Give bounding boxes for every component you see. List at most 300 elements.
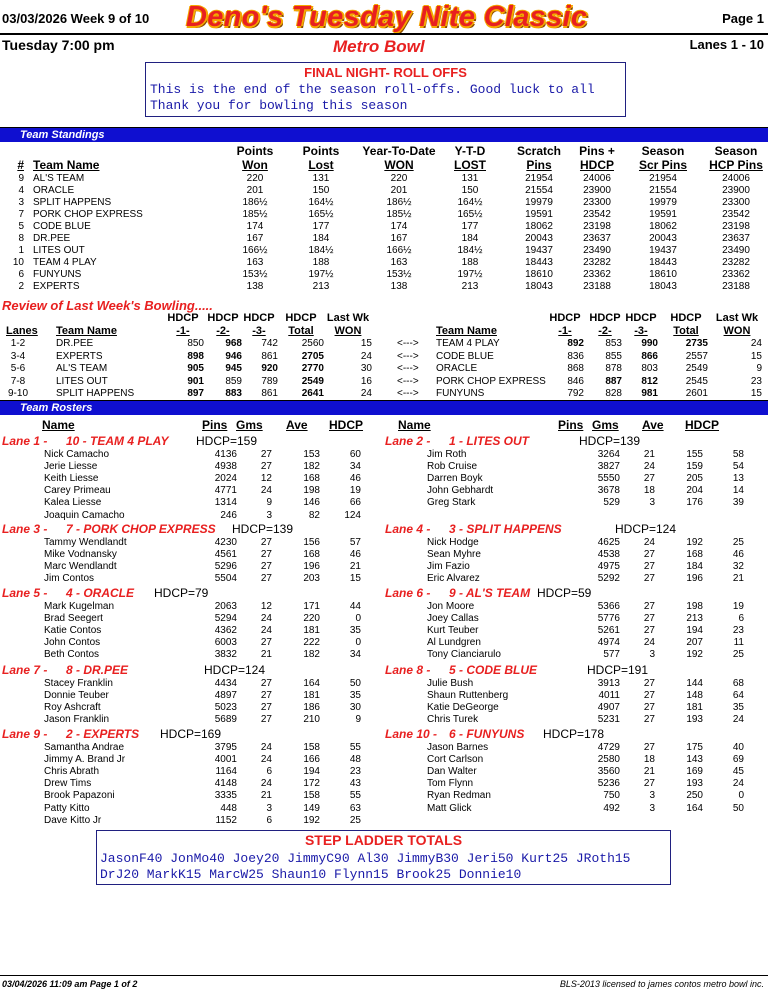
- roster-header: Pins: [202, 418, 228, 432]
- review-team-right: TEAM 4 PLAY: [436, 338, 500, 349]
- review-score-left: 30: [360, 363, 372, 374]
- standings-section-bar: [0, 127, 768, 142]
- review-team-left: LITES OUT: [56, 375, 108, 387]
- roster-player-gms: 3: [649, 802, 655, 814]
- roster-player-gms: 24: [260, 742, 272, 753]
- roster-player-name: Eric Alvarez: [427, 573, 480, 585]
- roster-player-gms: 24: [643, 461, 655, 473]
- roster-player-pins: 5023: [214, 702, 237, 714]
- standings-cell: 150: [312, 185, 330, 196]
- standings-header: WON: [384, 158, 414, 172]
- standings-cell: 201: [390, 185, 408, 196]
- review-score-right: 846: [567, 375, 584, 387]
- standings-header-top: Points: [302, 144, 340, 158]
- notice-line-2: Thank you for bowling this season: [150, 98, 408, 113]
- roster-lane: Lane 3 -: [2, 522, 48, 536]
- roster-player-name: Brook Papazoni: [44, 790, 115, 802]
- roster-header: Gms: [592, 418, 619, 432]
- roster-player-gms: 24: [643, 637, 655, 649]
- standings-cell: 23637: [722, 233, 750, 244]
- roster-team: 8 - DR.PEE: [66, 663, 129, 677]
- roster-player-name: Roy Ashcraft: [44, 702, 101, 714]
- roster-player-pins: 5231: [597, 714, 620, 726]
- standings-cell: 23198: [583, 221, 611, 232]
- roster-player-hdcp: 35: [349, 690, 361, 702]
- roster-player-hdcp: 0: [355, 637, 361, 649]
- review-score-left: 901: [187, 375, 204, 387]
- roster-player-name: Drew Tims: [44, 778, 92, 790]
- standings-header: #: [17, 158, 24, 172]
- roster-player-hdcp: 13: [732, 473, 744, 485]
- roster-player-hdcp: 21: [349, 561, 361, 573]
- roster-player-hdcp: 55: [349, 742, 361, 753]
- standings-cell: 23362: [583, 269, 611, 280]
- roster-player-gms: 27: [260, 690, 272, 702]
- review-header: -2-: [216, 325, 230, 337]
- review-score-right: 853: [605, 338, 622, 349]
- roster-player-ave: 156: [303, 537, 320, 548]
- roster-player-gms: 21: [260, 649, 272, 661]
- roster-player-gms: 9: [266, 497, 272, 509]
- roster-player-pins: 5689: [214, 714, 237, 726]
- review-score-right: 792: [567, 388, 584, 399]
- standings-cell: 186½: [386, 197, 412, 208]
- review-arrow: <--->: [397, 363, 419, 374]
- review-header: WON: [723, 325, 751, 337]
- review-header: Total: [673, 325, 699, 337]
- roster-player-name: Darren Boyk: [427, 473, 483, 485]
- review-score-right: 990: [641, 338, 658, 349]
- roster-player-gms: 12: [260, 601, 272, 612]
- roster-player-name: Matt Glick: [427, 802, 472, 814]
- roster-player-hdcp: 30: [349, 702, 361, 714]
- review-title: Review of Last Week's Bowling.....: [2, 298, 213, 313]
- roster-player-pins: 4625: [597, 537, 620, 548]
- standings-cell: 201: [246, 185, 264, 196]
- review-team-right: FUNYUNS: [436, 388, 485, 399]
- standings-cell: 188: [312, 257, 330, 268]
- roster-player-ave: 182: [303, 649, 320, 661]
- standings-cell: 165½: [308, 209, 334, 220]
- standings-cell: 23188: [722, 281, 750, 292]
- standings-cell: 184: [461, 233, 479, 244]
- roster-team: 3 - SPLIT HAPPENS: [449, 522, 562, 536]
- standings-section-title: Team Standings: [20, 129, 105, 141]
- roster-player-ave: 164: [303, 678, 320, 689]
- roster-player-hdcp: 44: [349, 601, 361, 612]
- review-lanes: 7-8: [10, 375, 26, 387]
- standings-cell: 18610: [649, 269, 677, 280]
- standings-cell: 10: [12, 257, 24, 268]
- review-score-right: 981: [641, 388, 658, 399]
- roster-player-ave: 182: [303, 461, 320, 473]
- roster-player-hdcp: 54: [732, 461, 744, 473]
- review-score-left: 742: [261, 338, 278, 349]
- roster-player-name: Nick Hodge: [427, 537, 479, 548]
- standings-cell: 165½: [457, 209, 483, 220]
- standings-cell: 131: [312, 173, 330, 184]
- standings-cell: 213: [312, 281, 330, 292]
- roster-player-name: Jason Franklin: [44, 714, 110, 726]
- standings-cell: PORK CHOP EXPRESS: [33, 209, 143, 220]
- review-score-left: 2770: [301, 363, 324, 374]
- standings-cell: 184½: [457, 245, 483, 256]
- roster-player-name: Kurt Teuber: [427, 625, 479, 637]
- review-score-left: 2560: [301, 338, 324, 349]
- roster-player-ave: 168: [686, 549, 703, 561]
- roster-player-gms: 27: [260, 537, 272, 548]
- review-team-right: PORK CHOP EXPRESS: [436, 375, 546, 387]
- roster-player-ave: 250: [686, 790, 703, 802]
- roster-player-ave: 193: [686, 778, 703, 790]
- standings-cell: 2: [18, 281, 24, 292]
- roster-lane: Lane 10 -: [385, 727, 438, 741]
- standings-cell: 1: [18, 245, 24, 256]
- roster-player-pins: 1164: [215, 766, 237, 778]
- roster-player-hdcp: 39: [732, 497, 744, 509]
- roster-player-name: Al Lundgren: [427, 637, 481, 649]
- standings-cell: 174: [390, 221, 408, 232]
- roster-player-pins: 529: [603, 497, 620, 509]
- review-team-left: DR.PEE: [56, 338, 94, 349]
- standings-cell: ORACLE: [33, 185, 75, 196]
- roster-team: 10 - TEAM 4 PLAY: [66, 434, 169, 448]
- roster-player-ave: 203: [303, 573, 320, 585]
- review-score-right: 2735: [685, 338, 708, 349]
- roster-player-name: Jim Fazio: [427, 561, 470, 573]
- roster-player-ave: 166: [303, 754, 320, 766]
- roster-team: 5 - CODE BLUE: [449, 663, 538, 677]
- review-score-left: 861: [261, 350, 278, 362]
- standings-cell: 18062: [649, 221, 677, 232]
- roster-player-hdcp: 0: [355, 613, 361, 625]
- standings-cell: 131: [461, 173, 479, 184]
- roster-player-gms: 12: [260, 473, 272, 485]
- standings-cell: 23490: [722, 245, 750, 256]
- review-score-right: 828: [605, 388, 622, 399]
- roster-player-hdcp: 25: [732, 649, 744, 661]
- roster-player-gms: 27: [643, 601, 655, 612]
- roster-player-hdcp: 24: [732, 714, 744, 726]
- roster-player-ave: 149: [303, 802, 320, 814]
- roster-team: 4 - ORACLE: [66, 586, 135, 600]
- roster-player-hdcp: 48: [349, 754, 361, 766]
- review-arrow: <--->: [397, 350, 419, 362]
- roster-player-ave: 146: [303, 497, 320, 509]
- roster-player-name: Cort Carlson: [427, 754, 484, 766]
- standings-cell: 138: [246, 281, 264, 292]
- standings-cell: 23542: [722, 209, 750, 220]
- standings-cell: 24006: [722, 173, 750, 184]
- roster-player-ave: 213: [686, 613, 703, 625]
- roster-player-pins: 448: [220, 802, 237, 814]
- roster-player-name: Jimmy A. Brand Jr: [44, 754, 126, 766]
- review-header-top: HDCP: [625, 312, 657, 324]
- roster-player-pins: 246: [220, 509, 237, 521]
- roster-player-hdcp: 35: [349, 625, 361, 637]
- standings-cell: 184½: [308, 245, 334, 256]
- standings-cell: 20043: [649, 233, 677, 244]
- roster-player-gms: 27: [260, 449, 272, 460]
- roster-player-hdcp: 57: [349, 537, 361, 548]
- roster-player-pins: 3678: [597, 485, 620, 497]
- standings-cell: 21554: [649, 185, 677, 196]
- roster-player-name: Jerie Liesse: [44, 461, 98, 473]
- roster-player-ave: 158: [303, 790, 320, 802]
- standings-cell: 23900: [722, 185, 750, 196]
- roster-player-ave: 171: [303, 601, 320, 612]
- roster-player-gms: 24: [260, 485, 272, 497]
- standings-cell: 19437: [525, 245, 553, 256]
- standings-cell: LITES OUT: [33, 245, 85, 256]
- standings-header: Lost: [308, 158, 334, 172]
- roster-lane: Lane 9 -: [2, 727, 48, 741]
- review-team-left: AL'S TEAM: [56, 363, 108, 374]
- roster-player-hdcp: 0: [738, 790, 744, 802]
- roster-player-pins: 3795: [214, 742, 237, 753]
- review-score-left: 24: [360, 350, 372, 362]
- roster-player-ave: 168: [303, 473, 320, 485]
- roster-player-hdcp: 11: [733, 637, 744, 649]
- review-team-left: EXPERTS: [56, 350, 103, 362]
- roster-player-name: Nick Camacho: [44, 449, 110, 460]
- review-score-left: 897: [187, 388, 204, 399]
- review-score-left: 789: [261, 375, 278, 387]
- review-score-left: 898: [187, 350, 204, 362]
- standings-cell: 23900: [583, 185, 611, 196]
- roster-player-gms: 24: [643, 537, 655, 548]
- roster-player-hdcp: 14: [732, 485, 744, 497]
- roster-player-gms: 3: [266, 802, 272, 814]
- standings-cell: 164½: [457, 197, 483, 208]
- roster-player-name: Marc Wendlandt: [44, 561, 117, 573]
- roster-lane: Lane 6 -: [385, 586, 431, 600]
- stepladder-title: STEP LADDER TOTALS: [304, 832, 463, 848]
- roster-team-hdcp: HDCP=79: [154, 586, 209, 600]
- stepladder-box: [96, 830, 671, 885]
- review-score-right: 855: [605, 350, 622, 362]
- roster-player-ave: 155: [686, 449, 703, 460]
- notice-title: FINAL NIGHT- ROLL OFFS: [304, 65, 467, 80]
- standings-header-top: Y-T-D: [454, 144, 486, 158]
- standings-cell: 167: [246, 233, 264, 244]
- standings-cell: EXPERTS: [33, 281, 80, 292]
- review-lanes: 9-10: [7, 388, 28, 399]
- roster-player-ave: 181: [303, 625, 320, 637]
- standings-header-top: Season: [714, 144, 758, 158]
- roster-header: Name: [42, 418, 75, 432]
- roster-player-pins: 2024: [214, 473, 237, 485]
- review-score-right: 15: [750, 350, 762, 362]
- standings-cell: 5: [18, 221, 24, 232]
- roster-player-gms: 27: [643, 573, 655, 585]
- roster-header: Gms: [236, 418, 263, 432]
- roster-player-gms: 27: [643, 702, 655, 714]
- roster-player-hdcp: 25: [349, 814, 361, 826]
- standings-cell: TEAM 4 PLAY: [33, 257, 97, 268]
- review-score-left: 859: [225, 375, 242, 387]
- roster-player-ave: 192: [303, 814, 320, 826]
- standings-cell: 164½: [308, 197, 334, 208]
- standings-cell: 18043: [649, 281, 677, 292]
- review-header-top: HDCP: [549, 312, 581, 324]
- roster-player-ave: 172: [303, 778, 320, 790]
- roster-player-ave: 181: [303, 690, 320, 702]
- roster-team-hdcp: HDCP=124: [204, 663, 266, 677]
- roster-player-ave: 192: [686, 537, 703, 548]
- roster-player-ave: 159: [686, 461, 703, 473]
- standings-cell: 23362: [722, 269, 750, 280]
- roster-header: Pins: [558, 418, 584, 432]
- standings-header-top: Scratch: [516, 144, 562, 158]
- roster-player-name: Sean Myhre: [427, 549, 481, 561]
- roster-player-gms: 3: [266, 509, 272, 521]
- roster-player-pins: 4897: [214, 690, 237, 702]
- roster-player-ave: 164: [686, 802, 703, 814]
- roster-player-hdcp: 58: [732, 449, 744, 460]
- review-score-right: 9: [756, 363, 762, 374]
- review-score-left: 968: [225, 338, 242, 349]
- standings-cell: 8: [18, 233, 24, 244]
- standings-cell: 19591: [525, 209, 553, 220]
- roster-player-hdcp: 60: [349, 449, 361, 460]
- standings-cell: 185½: [386, 209, 412, 220]
- roster-player-pins: 4975: [597, 561, 620, 573]
- roster-player-pins: 750: [603, 790, 620, 802]
- standings-cell: 23282: [722, 257, 750, 268]
- review-header: Total: [288, 325, 314, 337]
- standings-cell: 166½: [386, 245, 412, 256]
- review-header-top: Last Wk: [326, 312, 370, 324]
- roster-player-name: Joey Callas: [427, 613, 479, 625]
- roster-player-gms: 24: [260, 754, 272, 766]
- roster-player-pins: 5504: [214, 573, 237, 585]
- roster-player-gms: 24: [260, 613, 272, 625]
- standings-cell: 153½: [386, 269, 412, 280]
- roster-player-pins: 577: [603, 649, 620, 661]
- roster-player-hdcp: 40: [732, 742, 744, 753]
- roster-player-pins: 5294: [214, 613, 237, 625]
- roster-player-hdcp: 19: [732, 601, 744, 612]
- roster-player-name: Chris Abrath: [44, 766, 100, 778]
- roster-player-pins: 4771: [214, 485, 237, 497]
- review-score-left: 15: [360, 338, 372, 349]
- review-header: Lanes: [6, 325, 38, 337]
- roster-player-name: Rob Cruise: [427, 461, 478, 473]
- standings-cell: 220: [390, 173, 408, 184]
- roster-team-hdcp: HDCP=169: [160, 727, 222, 741]
- roster-player-hdcp: 66: [349, 497, 361, 509]
- header-rule: [0, 33, 768, 35]
- roster-player-pins: 4538: [597, 549, 620, 561]
- review-score-right: 15: [750, 388, 762, 399]
- day-time: Tuesday 7:00 pm: [2, 37, 115, 53]
- roster-player-ave: 144: [686, 678, 703, 689]
- standings-cell: 20043: [525, 233, 553, 244]
- roster-player-pins: 4561: [214, 549, 237, 561]
- roster-player-pins: 4974: [597, 637, 620, 649]
- roster-player-name: Samantha Andrae: [44, 742, 125, 753]
- roster-player-pins: 3335: [214, 790, 237, 802]
- roster-header: Ave: [642, 418, 664, 432]
- roster-player-name: Dave Kitto Jr: [44, 814, 102, 826]
- roster-player-name: Donnie Teuber: [44, 690, 109, 702]
- review-score-left: 920: [261, 363, 278, 374]
- roster-player-pins: 5236: [597, 778, 620, 790]
- standings-header-top: Points: [236, 144, 274, 158]
- roster-player-name: Mark Kugelman: [44, 601, 115, 612]
- roster-player-hdcp: 21: [732, 573, 744, 585]
- roster-player-name: Katie DeGeorge: [427, 702, 499, 714]
- roster-player-name: John Gebhardt: [427, 485, 494, 497]
- roster-player-name: Joaquin Camacho: [44, 509, 125, 521]
- standings-cell: 23300: [583, 197, 611, 208]
- roster-player-hdcp: 23: [349, 766, 361, 778]
- roster-player-name: Patty Kitto: [44, 802, 90, 814]
- roster-header: Ave: [286, 418, 308, 432]
- standings-header-top: Pins +: [579, 144, 615, 158]
- stepladder-line-2: DrJ20 MarkK15 MarcW25 Shaun10 Flynn15 Brook25 Donnie10: [100, 867, 522, 882]
- roster-player-name: Greg Stark: [427, 497, 476, 509]
- roster-player-hdcp: 6: [738, 613, 744, 625]
- review-score-left: 2549: [301, 375, 324, 387]
- review-score-right: 892: [567, 338, 584, 349]
- roster-player-name: Jason Barnes: [427, 742, 489, 753]
- roster-team: 2 - EXPERTS: [66, 727, 140, 741]
- standings-cell: 19979: [525, 197, 553, 208]
- stepladder-line-1: JasonF40 JonMo40 Joey20 JimmyC90 Al30 JimmyB30 Jeri50 Kurt25 JRoth15: [100, 851, 631, 866]
- review-lanes: 1-2: [10, 338, 26, 349]
- roster-player-ave: 181: [686, 702, 703, 714]
- review-score-left: 24: [360, 388, 372, 399]
- roster-player-gms: 3: [649, 497, 655, 509]
- roster-player-name: John Contos: [44, 637, 101, 649]
- roster-player-pins: 3560: [597, 766, 620, 778]
- roster-player-hdcp: 50: [732, 802, 744, 814]
- roster-player-name: Jim Roth: [427, 449, 467, 460]
- roster-player-ave: 168: [303, 549, 320, 561]
- standings-cell: 177: [461, 221, 479, 232]
- roster-player-hdcp: 45: [732, 766, 744, 778]
- roster-player-ave: 198: [303, 485, 320, 497]
- review-score-right: 2601: [685, 388, 708, 399]
- roster-player-gms: 6: [266, 766, 272, 778]
- review-score-left: 850: [187, 338, 204, 349]
- roster-lane: Lane 7 -: [2, 663, 48, 677]
- roster-player-gms: 3: [649, 790, 655, 802]
- roster-player-ave: 175: [686, 742, 703, 753]
- standings-header: HCP Pins: [709, 158, 763, 172]
- roster-player-name: Julie Bush: [427, 678, 474, 689]
- standings-cell: DR.PEE: [33, 233, 71, 244]
- roster-player-pins: 6003: [214, 637, 237, 649]
- roster-player-ave: 169: [686, 766, 703, 778]
- roster-player-ave: 158: [303, 742, 320, 753]
- roster-player-pins: 5776: [597, 613, 620, 625]
- roster-team: 9 - AL'S TEAM: [449, 586, 531, 600]
- roster-player-gms: 27: [643, 473, 655, 485]
- roster-player-gms: 3: [649, 649, 655, 661]
- roster-player-hdcp: 124: [344, 509, 361, 521]
- roster-player-hdcp: 15: [349, 573, 361, 585]
- review-score-left: 883: [225, 388, 242, 399]
- standings-header-top: Season: [641, 144, 685, 158]
- standings-header: Won: [242, 158, 268, 172]
- roster-player-gms: 21: [643, 766, 655, 778]
- lanes-range: Lanes 1 - 10: [689, 37, 764, 52]
- roster-lane: Lane 1 -: [2, 434, 48, 448]
- roster-team-hdcp: HDCP=139: [232, 522, 294, 536]
